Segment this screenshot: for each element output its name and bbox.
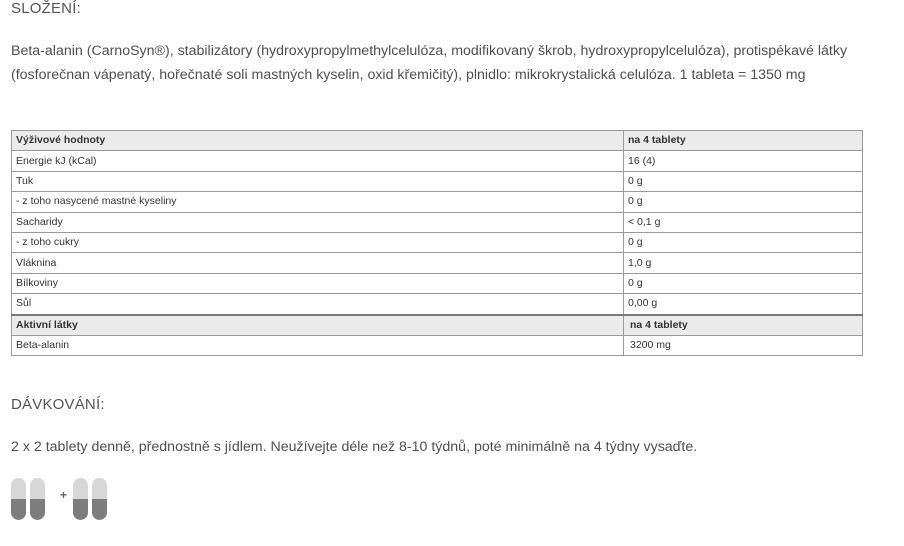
table-row — [12, 294, 863, 315]
capsule-icon — [73, 478, 88, 520]
table-row — [12, 253, 863, 273]
row-label: Sacharidy — [12, 212, 624, 232]
header-label: Výživové hodnoty — [12, 131, 624, 151]
row-label: - z toho nasycené mastné kyseliny — [12, 192, 624, 212]
header-value: na 4 tablety — [624, 131, 863, 151]
table-row — [12, 232, 863, 252]
row-label: Sůl — [12, 294, 624, 315]
row-value: 0 g — [624, 192, 863, 212]
composition-heading: SLOŽENÍ: — [11, 0, 81, 17]
nutrition-table — [11, 130, 863, 356]
row-label: Beta-alanin — [12, 335, 624, 355]
dosage-pills-illustration — [11, 478, 101, 522]
row-value: 0 g — [624, 232, 863, 252]
table-row — [12, 335, 863, 355]
row-label: - z toho cukry — [12, 232, 624, 252]
row-value: < 0,1 g — [624, 212, 863, 232]
composition-text: Beta-alanin (CarnoSyn®), stabilizátory (hydroxypropylmethylcelulóza, modifikovaný škrob, hydroxypropylcelulóza), protispékavé látky (fosforečnan vápenatý, hořečnaté soli mastných kyselin, oxid křemičitý), plnidlo: mikrokrystalická celulóza. 1 tableta = 1350 mg — [11, 43, 848, 83]
active-header-value: na 4 tablety — [624, 315, 863, 336]
row-value: 16 (4) — [624, 151, 863, 171]
table-row — [12, 192, 863, 212]
table-row — [12, 273, 863, 293]
row-value: 1,0 g — [624, 253, 863, 273]
row-label: Bílkoviny — [12, 273, 624, 293]
row-value: 3200 mg — [624, 335, 863, 355]
dosage-text: 2 x 2 tablety denně, přednostně s jídlem. Neužívejte déle než 8-10 týdnů, poté minimálně na 4 týdny vysaďte. — [11, 439, 698, 455]
table-row — [12, 212, 863, 232]
row-label: Tuk — [12, 171, 624, 191]
dosage-heading: DÁVKOVÁNÍ: — [11, 396, 105, 413]
row-value: 0,00 g — [624, 294, 863, 315]
capsule-icon — [92, 478, 107, 520]
active-header-label: Aktivní látky — [12, 315, 624, 336]
row-label: Energie kJ (kCal) — [12, 151, 624, 171]
table-row — [12, 151, 863, 171]
table-header-row — [12, 131, 863, 151]
plus-sign: + — [60, 488, 68, 502]
capsule-icon — [11, 478, 26, 520]
row-value: 0 g — [624, 273, 863, 293]
table-row — [12, 171, 863, 191]
active-header-row — [12, 315, 863, 336]
row-value: 0 g — [624, 171, 863, 191]
capsule-icon — [30, 478, 45, 520]
row-label: Vláknina — [12, 253, 624, 273]
